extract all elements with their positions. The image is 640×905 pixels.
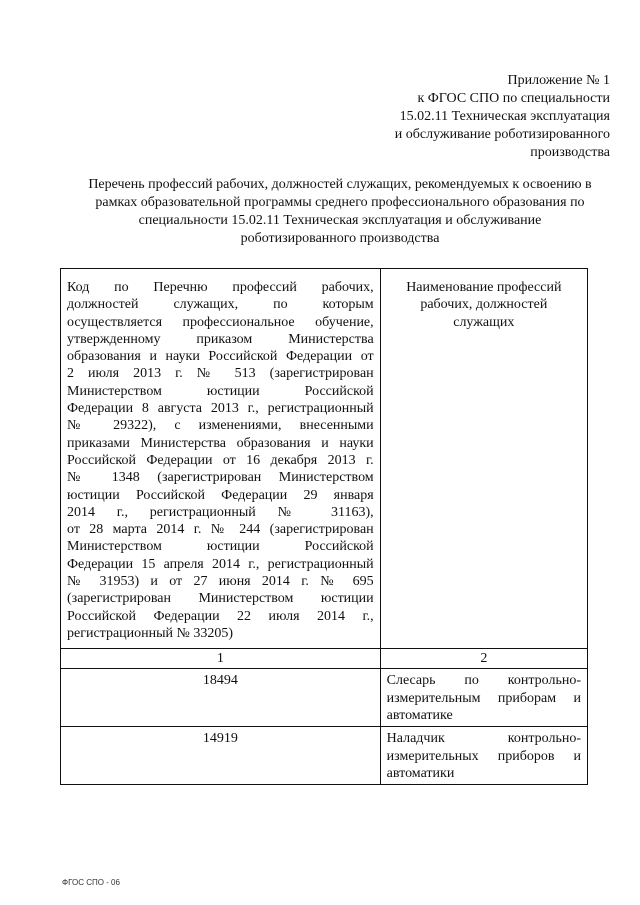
document-title xyxy=(60,176,620,248)
header-code-line: юстиции Российской Федерации 29 января xyxy=(67,487,374,503)
title-line: специальности 15.02.11 Техническая эксплуатация и обслуживание xyxy=(138,213,542,228)
header-code-line: Российской Федерации от 16 декабря 2013 г. xyxy=(67,452,374,468)
header-code-line: № 31953) и от 27 июня 2014 г. № 695 xyxy=(67,574,374,590)
header-name-line: Наименование профессий xyxy=(406,280,562,295)
header-code-line: регистрационный № 33205) xyxy=(67,625,234,641)
table-row xyxy=(61,727,588,785)
profession-code: 14919 xyxy=(61,727,381,785)
appendix-line: Приложение № 1 xyxy=(507,73,610,88)
profession-name-line: автоматики xyxy=(386,765,455,781)
profession-name-line: измерительных приборов и xyxy=(386,748,581,764)
header-code-line: 2014 г., регистрационный № 31163), xyxy=(67,504,374,520)
page-footer: ФГОС СПО - 06 xyxy=(62,878,120,887)
header-code-line: Министерством юстиции Российской xyxy=(67,383,374,399)
header-name-line: рабочих, должностей xyxy=(420,297,548,313)
column-number: 1 xyxy=(61,649,381,669)
appendix-line: производства xyxy=(530,145,610,160)
header-code-line: должностей служащих, по которым xyxy=(67,297,374,313)
professions-table xyxy=(60,268,588,785)
profession-name-line: измерительным приборам и xyxy=(386,690,581,706)
header-code-line: утвержденному приказом Министерства xyxy=(67,331,374,347)
column-number: 2 xyxy=(380,649,587,669)
header-code-line: Федерации 8 августа 2013 г., регистрационный xyxy=(67,401,374,417)
title-line: Перечень профессий рабочих, должностей служащих, рекомендуемых к освоению в xyxy=(88,177,592,192)
header-code-line: № 1348 (зарегистрирован Министерством xyxy=(67,470,374,486)
column-number-row xyxy=(61,649,588,669)
profession-name xyxy=(380,669,587,727)
profession-name-line: Наладчик контрольно- xyxy=(386,731,581,747)
header-code-line: Код по Перечню профессий рабочих, xyxy=(67,280,374,295)
appendix-line: к ФГОС СПО по специальности xyxy=(417,91,610,106)
header-code-line: Федерации 15 апреля 2014 г., регистрационный xyxy=(67,556,374,572)
profession-name xyxy=(380,727,587,785)
header-code-line: Министерством юстиции Российской xyxy=(67,539,374,555)
header-code-line: Российской Федерации 22 июля 2014 г., xyxy=(67,608,374,624)
appendix-line: 15.02.11 Техническая эксплуатация xyxy=(399,109,610,124)
header-code-line: 2 июля 2013 г. № 513 (зарегистрирован xyxy=(67,366,374,382)
header-code-line: приказами Министерства образования и науки xyxy=(67,435,374,451)
header-code-line: от 28 марта 2014 г. № 244 (зарегистрирован xyxy=(67,522,374,538)
table-header-row xyxy=(61,269,588,649)
header-code-line: (зарегистрирован Министерством юстиции xyxy=(67,591,374,607)
header-code-line: № 29322), с изменениями, внесенными xyxy=(67,418,374,434)
header-name-cell xyxy=(380,269,587,649)
appendix-note xyxy=(350,72,610,162)
profession-name-line: Слесарь по контрольно- xyxy=(386,673,581,689)
table-row xyxy=(61,669,588,727)
header-code-line: осуществляется профессиональное обучение, xyxy=(67,314,374,330)
profession-code: 18494 xyxy=(61,669,381,727)
title-line: роботизированного производства xyxy=(240,231,440,246)
title-line: рамках образовательной программы среднего профессионального образования по xyxy=(95,195,585,210)
header-code-cell xyxy=(61,269,381,649)
profession-name-line: автоматике xyxy=(386,707,453,723)
header-code-line: образования и науки Российской Федерации от xyxy=(67,349,374,365)
header-name-line: служащих xyxy=(453,314,515,330)
appendix-line: и обслуживание роботизированного xyxy=(394,127,610,142)
